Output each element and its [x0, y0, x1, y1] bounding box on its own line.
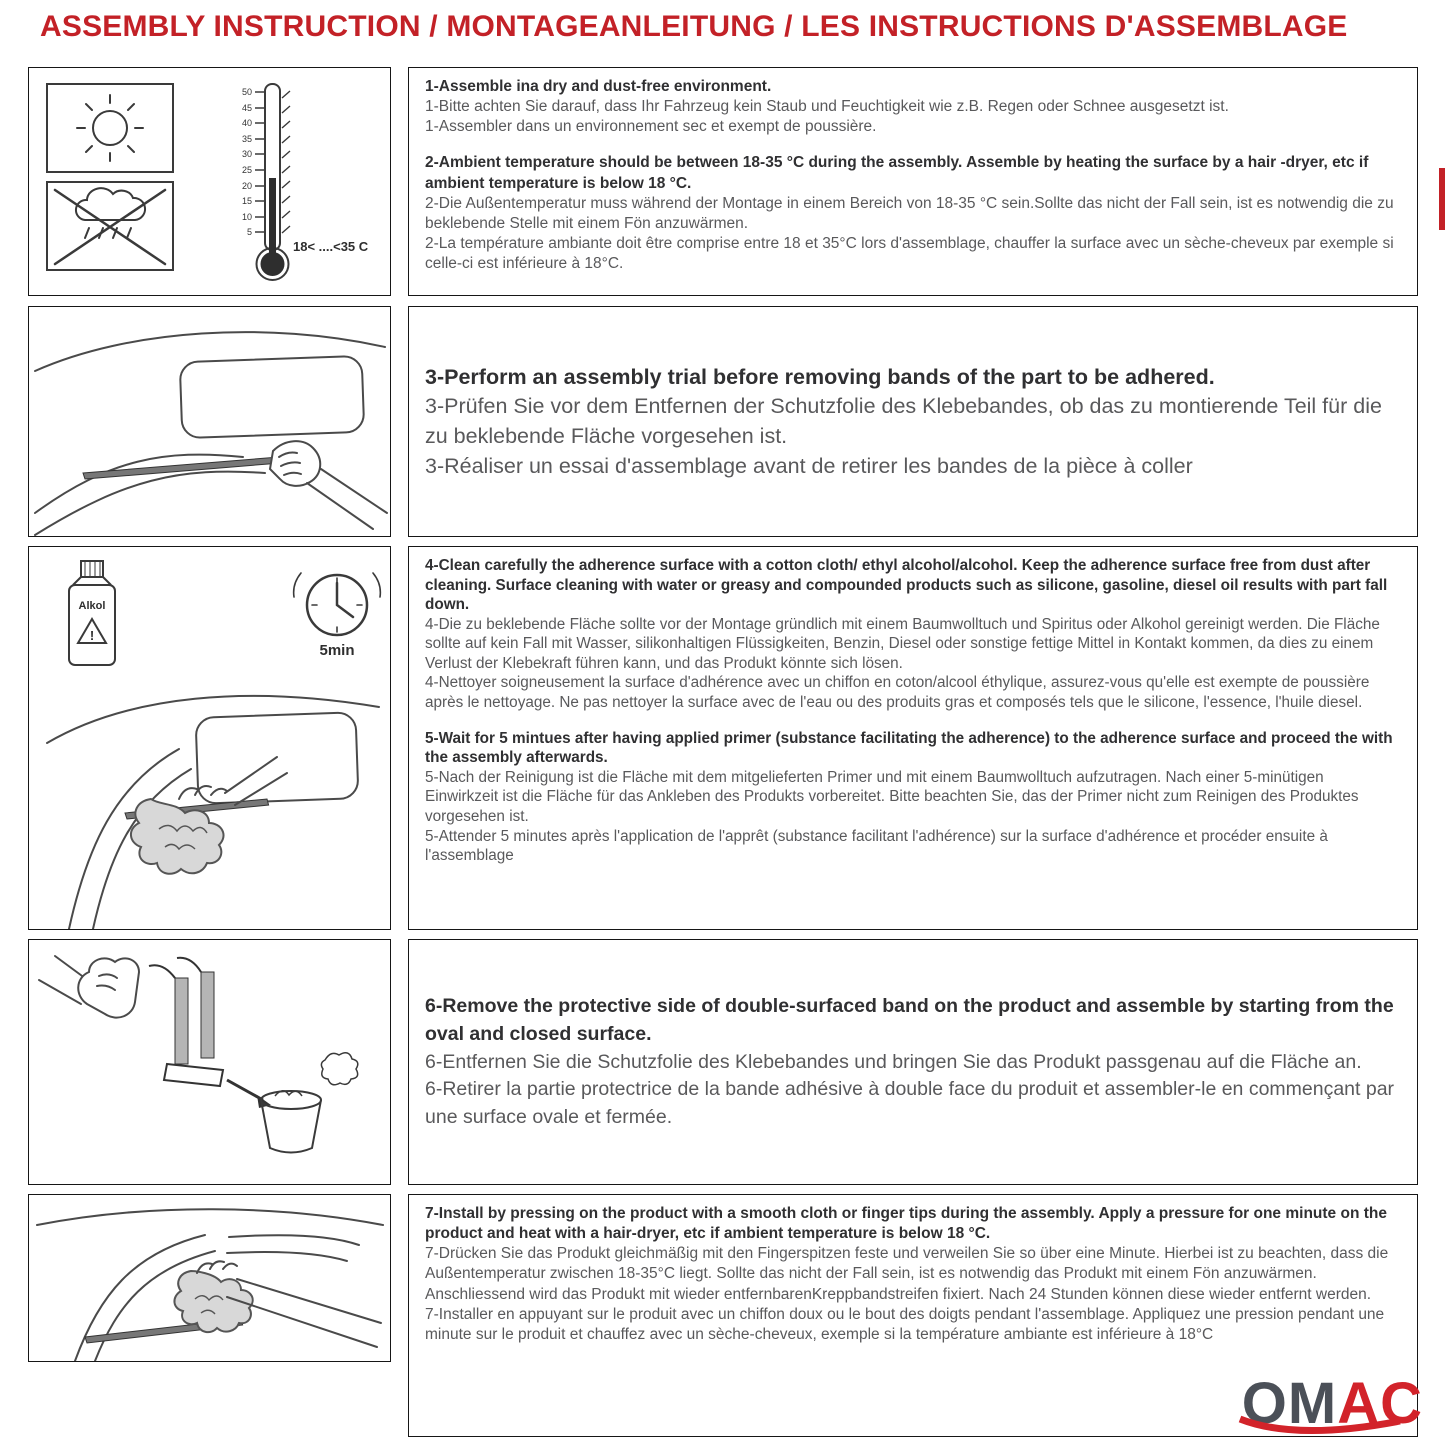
trash-can-icon	[261, 1091, 321, 1153]
step2-fr: 2-La température ambiante doit être comprise entre 18 et 35°C lors d'assemblage, chauffer la surface avec un sèche-cheveux par exemple si celle-ci est inférieure à 18°C.	[425, 234, 1394, 273]
step1-fr: 1-Assembler dans un environnement sec et exempt de poussière.	[425, 118, 877, 136]
step4-de: 4-Die zu beklebende Fläche sollte vor der Montage gründlich mit einem Baumwolltuch und Spiritus oder Alkohol gereinigt werden. Die Fläche sollte auf kein Fall mit Wasser, silikonhaltigen Flüssigkeiten, Benzin, Diesel oder sonstige fettige Mittel in Kontakt kommen, da dies zu einem Verlust der Klebekraft führen kann, und das Produkt könnte sich lösen.	[425, 615, 1380, 672]
logo-letter: M	[1287, 1371, 1338, 1436]
press-install-illustration	[29, 1195, 390, 1361]
remove-band-illustration	[29, 940, 390, 1184]
page-title: ASSEMBLY INSTRUCTION / MONTAGEANLEITUNG / LES INSTRUCTIONS D'ASSEMBLAGE	[40, 10, 1348, 43]
thermometer-scale-label: 15	[241, 196, 252, 206]
thermometer-icon	[242, 84, 369, 280]
step7-en: 7-Install by pressing on the product with a smooth cloth or finger tips during the assembly. Apply a pressure for one minute on the product and heat with a hair-dryer, etc if ambient temperature is below 18 °C.	[425, 1205, 1387, 1243]
step7-fr: 7-Installer en appuyant sur le produit avec un chiffon doux ou le bout des doigts pendant l'assemblage. Appliquez une pression pendant une minute sur le produit et chauffez avec un sèche-cheveux, exemple si la température ambiante est inférieure à 18°C	[425, 1305, 1385, 1343]
step3-en: 3-Perform an assembly trial before removing bands of the part to be adhered.	[425, 364, 1215, 389]
step5-fr: 5-Attender 5 minutes après l'application de l'apprêt (substance facilitant l'adhérence) sur la surface d'adhérence et procéder ensuite à l'assemblage	[425, 827, 1328, 865]
page-edge-mark	[1439, 168, 1445, 230]
logo-swoosh	[1236, 1413, 1406, 1437]
climate-illustration	[29, 68, 390, 295]
thermometer-scale-label: 20	[241, 181, 252, 191]
hand-icon	[39, 956, 139, 1018]
adhesive-band-icon	[149, 958, 223, 1086]
thermometer-scale-label: 35	[241, 134, 252, 144]
step3-de: 3-Prüfen Sie vor dem Entfernen der Schutzfolie des Klebebandes, ob das zu montierende Teil für die zu beklebende Fläche vorgesehen ist.	[425, 394, 1382, 448]
thermometer-scale-label: 5	[246, 227, 252, 237]
temperature-range-label: 18< ....<35 C	[293, 239, 369, 254]
step2-de: 2-Die Außentemperatur muss während der Montage in einem Bereich von 18-35 °C sein.Sollte das nicht der Fall sein, ist es notwendig die zu beklebende Stelle mit einem Fön anzuwärmen.	[425, 194, 1394, 232]
clock-icon	[294, 573, 381, 635]
thermometer-scale-label: 10	[241, 212, 252, 222]
section-step-6	[408, 939, 1418, 1185]
thermometer-scale-label: 45	[241, 103, 252, 113]
step6-en: 6-Remove the protective side of double-surfaced band on the product and assemble by starting from the oval and closed surface.	[425, 995, 1394, 1045]
step2-en: 2-Ambient temperature should be between 18-35 °C during the assembly. Assemble by heating the surface by a hair -dryer, etc if ambient temperature is below 18 °C.	[425, 154, 1369, 192]
trial-fit-illustration	[29, 307, 390, 536]
figure-remove-band	[28, 939, 391, 1185]
step5-en: 5-Wait for 5 mintues after having applied primer (substance facilitating the adherence) to the adherence surface and proceed the with the assembly afterwards.	[425, 729, 1393, 767]
clock-label: 5min	[319, 642, 355, 659]
step7-de: 7-Drücken Sie das Produkt gleichmäßig mit den Fingerspitzen feste und verweilen Sie so über eine Minute. Hierbei ist zu beachten, dass die Außentemperatur zwischen 18-35°C liegt. Sollte das nicht der Fall sein, ist es notwendig das Produkt mit einem Fön anzuwärmen. Anschliessend wird das Produkt mit wieder entfernbarenKreppbandstreifen fixiert. Nach 24 Stunden können diese wieder entfernt werden.	[425, 1245, 1389, 1303]
figure-press-install	[28, 1194, 391, 1362]
warning-icon	[78, 619, 106, 643]
hand-icon	[270, 441, 387, 529]
sun-icon	[77, 95, 143, 161]
step3-fr: 3-Réaliser un essai d'assemblage avant de retirer les bandes de la pièce à coller	[425, 453, 1193, 478]
thermometer-scale-label: 40	[241, 118, 252, 128]
bottle-label: Alkol	[78, 600, 106, 612]
logo-letter: A	[1337, 1371, 1381, 1436]
cleaning-illustration	[29, 547, 390, 929]
section-steps-1-2	[408, 67, 1418, 296]
thermometer-scale-label: 50	[241, 87, 252, 97]
svg-text:!: !	[89, 628, 95, 643]
step1-en: 1-Assemble ina dry and dust-free environment.	[425, 78, 772, 95]
step5-de: 5-Nach der Reinigung ist die Fläche mit dem mitgelieferten Primer und mit einem Baumwolltuch aufzutragen. Nach einer 5-minütigen Einwirkzeit ist die Fläche für das Ankleben des Produkts vorbereitet. Bitte beachten Sie, das der Primer nicht zum Reinigen des Produktes vorgesehen ist.	[425, 768, 1359, 825]
step6-de: 6-Entfernen Sie die Schutzfolie des Klebebandes und bringen Sie das Produkt passgenau auf die Fläche an.	[425, 1050, 1362, 1073]
thermometer-scale-label: 30	[241, 149, 252, 159]
thermometer-scale-label: 25	[241, 165, 252, 175]
hand-icon	[179, 757, 287, 805]
step6-fr: 6-Retirer la partie protectrice de la bande adhésive à double face du produit et assembler-le en commençant par une surface ovale et fermée.	[425, 1078, 1395, 1129]
logo-letter: O	[1241, 1371, 1288, 1436]
no-rain-icon	[55, 188, 165, 264]
step1-de: 1-Bitte achten Sie darauf, dass Ihr Fahrzeug kein Staub und Feuchtigkeit wie z.B. Regen oder Schnee ausgesetzt ist.	[425, 98, 1229, 116]
section-steps-4-5	[408, 546, 1418, 930]
step4-fr: 4-Nettoyer soigneusement la surface d'adhérence avec un chiffon en coton/alcool éthylique, assurez-vous qu'elle est exempte de poussière après le nettoyage. Ne pas nettoyer la surface avec de l'eau ou des produits gras et composés tels que le silicone, l'essence, l'huile diesel.	[425, 674, 1370, 712]
section-step-3	[408, 306, 1418, 537]
figure-climate	[28, 67, 391, 296]
omac-logo	[1241, 1371, 1423, 1436]
alcohol-bottle-icon	[69, 561, 115, 665]
crumpled-tape-icon	[321, 1053, 357, 1085]
figure-trial-fit	[28, 306, 391, 537]
step4-en: 4-Clean carefully the adherence surface with a cotton cloth/ ethyl alcohol/alcohol. Keep the adherence surface free from dust after cleaning. Surface cleaning with water or greasy and compounded products such as silicone, gasoline, diesel oil results with part fall down.	[425, 557, 1388, 614]
logo-letter: C	[1380, 1371, 1423, 1436]
figure-cleaning	[28, 546, 391, 930]
